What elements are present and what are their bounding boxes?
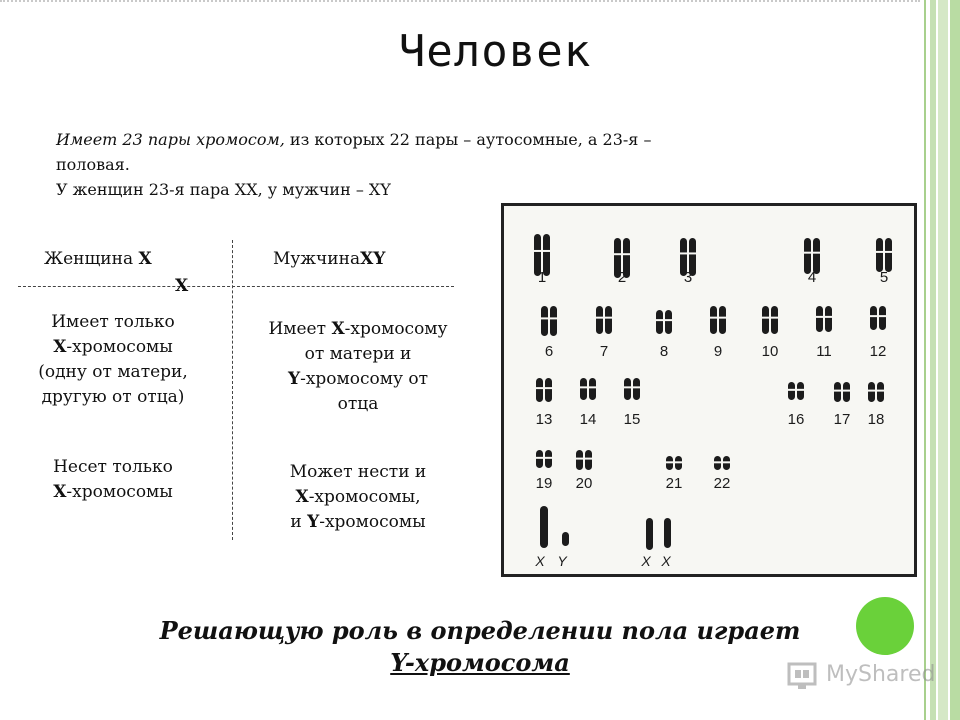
female-header xyxy=(44,249,152,269)
chromosome-number: 8 xyxy=(659,343,669,360)
male-desc-line: и Y-хромосомы xyxy=(290,512,426,532)
female-desc-line: Несет только xyxy=(53,457,173,477)
chromosome-number: 10 xyxy=(761,343,779,360)
female-label: Женщина xyxy=(44,249,134,269)
y-letter: Y xyxy=(307,512,320,532)
green-circle xyxy=(856,597,914,655)
chromosome-pair xyxy=(536,378,552,402)
chromosome-pair xyxy=(596,306,612,334)
female-desc-line: другую от отца) xyxy=(41,387,185,407)
header-divider xyxy=(18,286,454,287)
male-desc-line: X-хромосомы, xyxy=(295,487,421,507)
x-letter: X xyxy=(331,319,345,339)
chromosome-number: 17 xyxy=(833,411,851,428)
chromosome-number: 7 xyxy=(599,343,609,360)
x-letter: X xyxy=(295,487,309,507)
sex-chromosome-label: X xyxy=(661,553,671,569)
conclusion-line1: Решающую роль в определении пола играет xyxy=(159,616,801,645)
female-desc-line: (одну от матери, xyxy=(38,362,188,382)
intro-line2: половая. xyxy=(56,155,130,174)
x-letter: X xyxy=(53,482,67,502)
male-chrom: XY xyxy=(360,249,386,269)
sex-chromosome-label: Y xyxy=(557,553,567,569)
chromosome-pair xyxy=(624,378,640,400)
chromosome-number: 21 xyxy=(665,475,683,492)
top-dotted-line xyxy=(0,0,920,2)
chromosome-number: 4 xyxy=(807,269,817,286)
chromosome-pair xyxy=(816,306,832,332)
sex-chromosome-label: X xyxy=(641,553,651,569)
chromosome-number: 9 xyxy=(713,343,723,360)
female-chrom-1: X xyxy=(138,249,152,269)
chromosome-pair xyxy=(876,238,892,272)
chromosome-pair xyxy=(710,306,726,334)
female-desc-line: X-хромосомы xyxy=(53,482,173,502)
decor-stripe xyxy=(938,0,948,720)
male-desc-line: от матери и xyxy=(304,344,412,364)
sex-chromosome xyxy=(540,506,548,548)
chromosome-pair xyxy=(656,310,672,334)
chromosome-number: 15 xyxy=(623,411,641,428)
male-label: Мужчина xyxy=(273,249,361,269)
male-desc-2 xyxy=(240,460,476,535)
chromosome-pair xyxy=(762,306,778,334)
male-header xyxy=(273,249,385,269)
chromosome-number: 11 xyxy=(816,343,832,360)
sex-chromosome xyxy=(646,518,653,550)
male-desc-1 xyxy=(240,317,476,417)
sex-chromosome-label: X xyxy=(535,553,545,569)
chromosome-number: 6 xyxy=(544,343,554,360)
watermark-logo-icon xyxy=(786,658,822,692)
chromosome-number: 2 xyxy=(617,269,627,286)
y-letter: Y xyxy=(287,369,301,389)
intro-line3: У женщин 23-я пара XX, у мужчин – XY xyxy=(56,180,391,199)
chromosome-number: 22 xyxy=(713,475,731,492)
male-desc-line: Y-хромосому от xyxy=(287,369,429,389)
chromosome-pair xyxy=(541,306,557,336)
chromosome-number: 18 xyxy=(867,411,885,428)
chromosome-number: 16 xyxy=(787,411,805,428)
karyotype-drawing xyxy=(504,206,914,574)
decor-stripe xyxy=(930,0,936,720)
chromosome-number: 19 xyxy=(535,475,553,492)
watermark-text: MyShared xyxy=(826,662,936,687)
chromosome-number: 5 xyxy=(879,269,889,286)
chromosome-number: 13 xyxy=(535,411,553,428)
decor-stripe xyxy=(924,0,926,720)
column-divider xyxy=(232,240,233,540)
decor-stripe xyxy=(950,0,960,720)
chromosome-pair xyxy=(834,382,850,402)
intro-italic: Имеет 23 пары хромосом, xyxy=(56,130,285,149)
chromosome-pair xyxy=(580,378,596,400)
male-desc-line: Имеет X-хромосому xyxy=(268,319,448,339)
male-desc-line: отца xyxy=(337,394,379,414)
male-desc-line: Может нести и xyxy=(289,462,427,482)
chromosome-pair xyxy=(870,306,886,330)
intro-text xyxy=(56,127,896,202)
chromosome-pair xyxy=(536,450,552,468)
chromosome-number: 20 xyxy=(575,475,593,492)
female-desc-line: X-хромосомы xyxy=(53,337,173,357)
conclusion-line2: Y-хромосома xyxy=(390,648,570,677)
chromosome-number: 12 xyxy=(869,343,887,360)
sex-chromosome xyxy=(664,518,671,548)
chromosome-number: 1 xyxy=(537,269,547,286)
chromosome-pair xyxy=(868,382,884,402)
chromosome-number: 3 xyxy=(683,269,693,286)
chromosome-pair xyxy=(576,450,592,470)
female-desc-1 xyxy=(6,310,220,410)
x-letter: X xyxy=(53,337,67,357)
chromosome-pair xyxy=(788,382,804,400)
intro-line1: из которых 22 пары – аутосомные, а 23-я – xyxy=(284,130,652,149)
female-chrom-2: X xyxy=(175,276,189,296)
female-desc-2 xyxy=(6,455,220,505)
chromosome-number: 14 xyxy=(579,411,597,428)
chromosome-pair xyxy=(714,456,730,470)
watermark xyxy=(786,658,936,694)
karyotype-image xyxy=(501,203,917,577)
sex-chromosome xyxy=(562,532,569,546)
female-desc-line: Имеет только xyxy=(51,312,175,332)
chromosome-pair xyxy=(666,456,682,470)
slide-title: Человек xyxy=(398,26,592,77)
